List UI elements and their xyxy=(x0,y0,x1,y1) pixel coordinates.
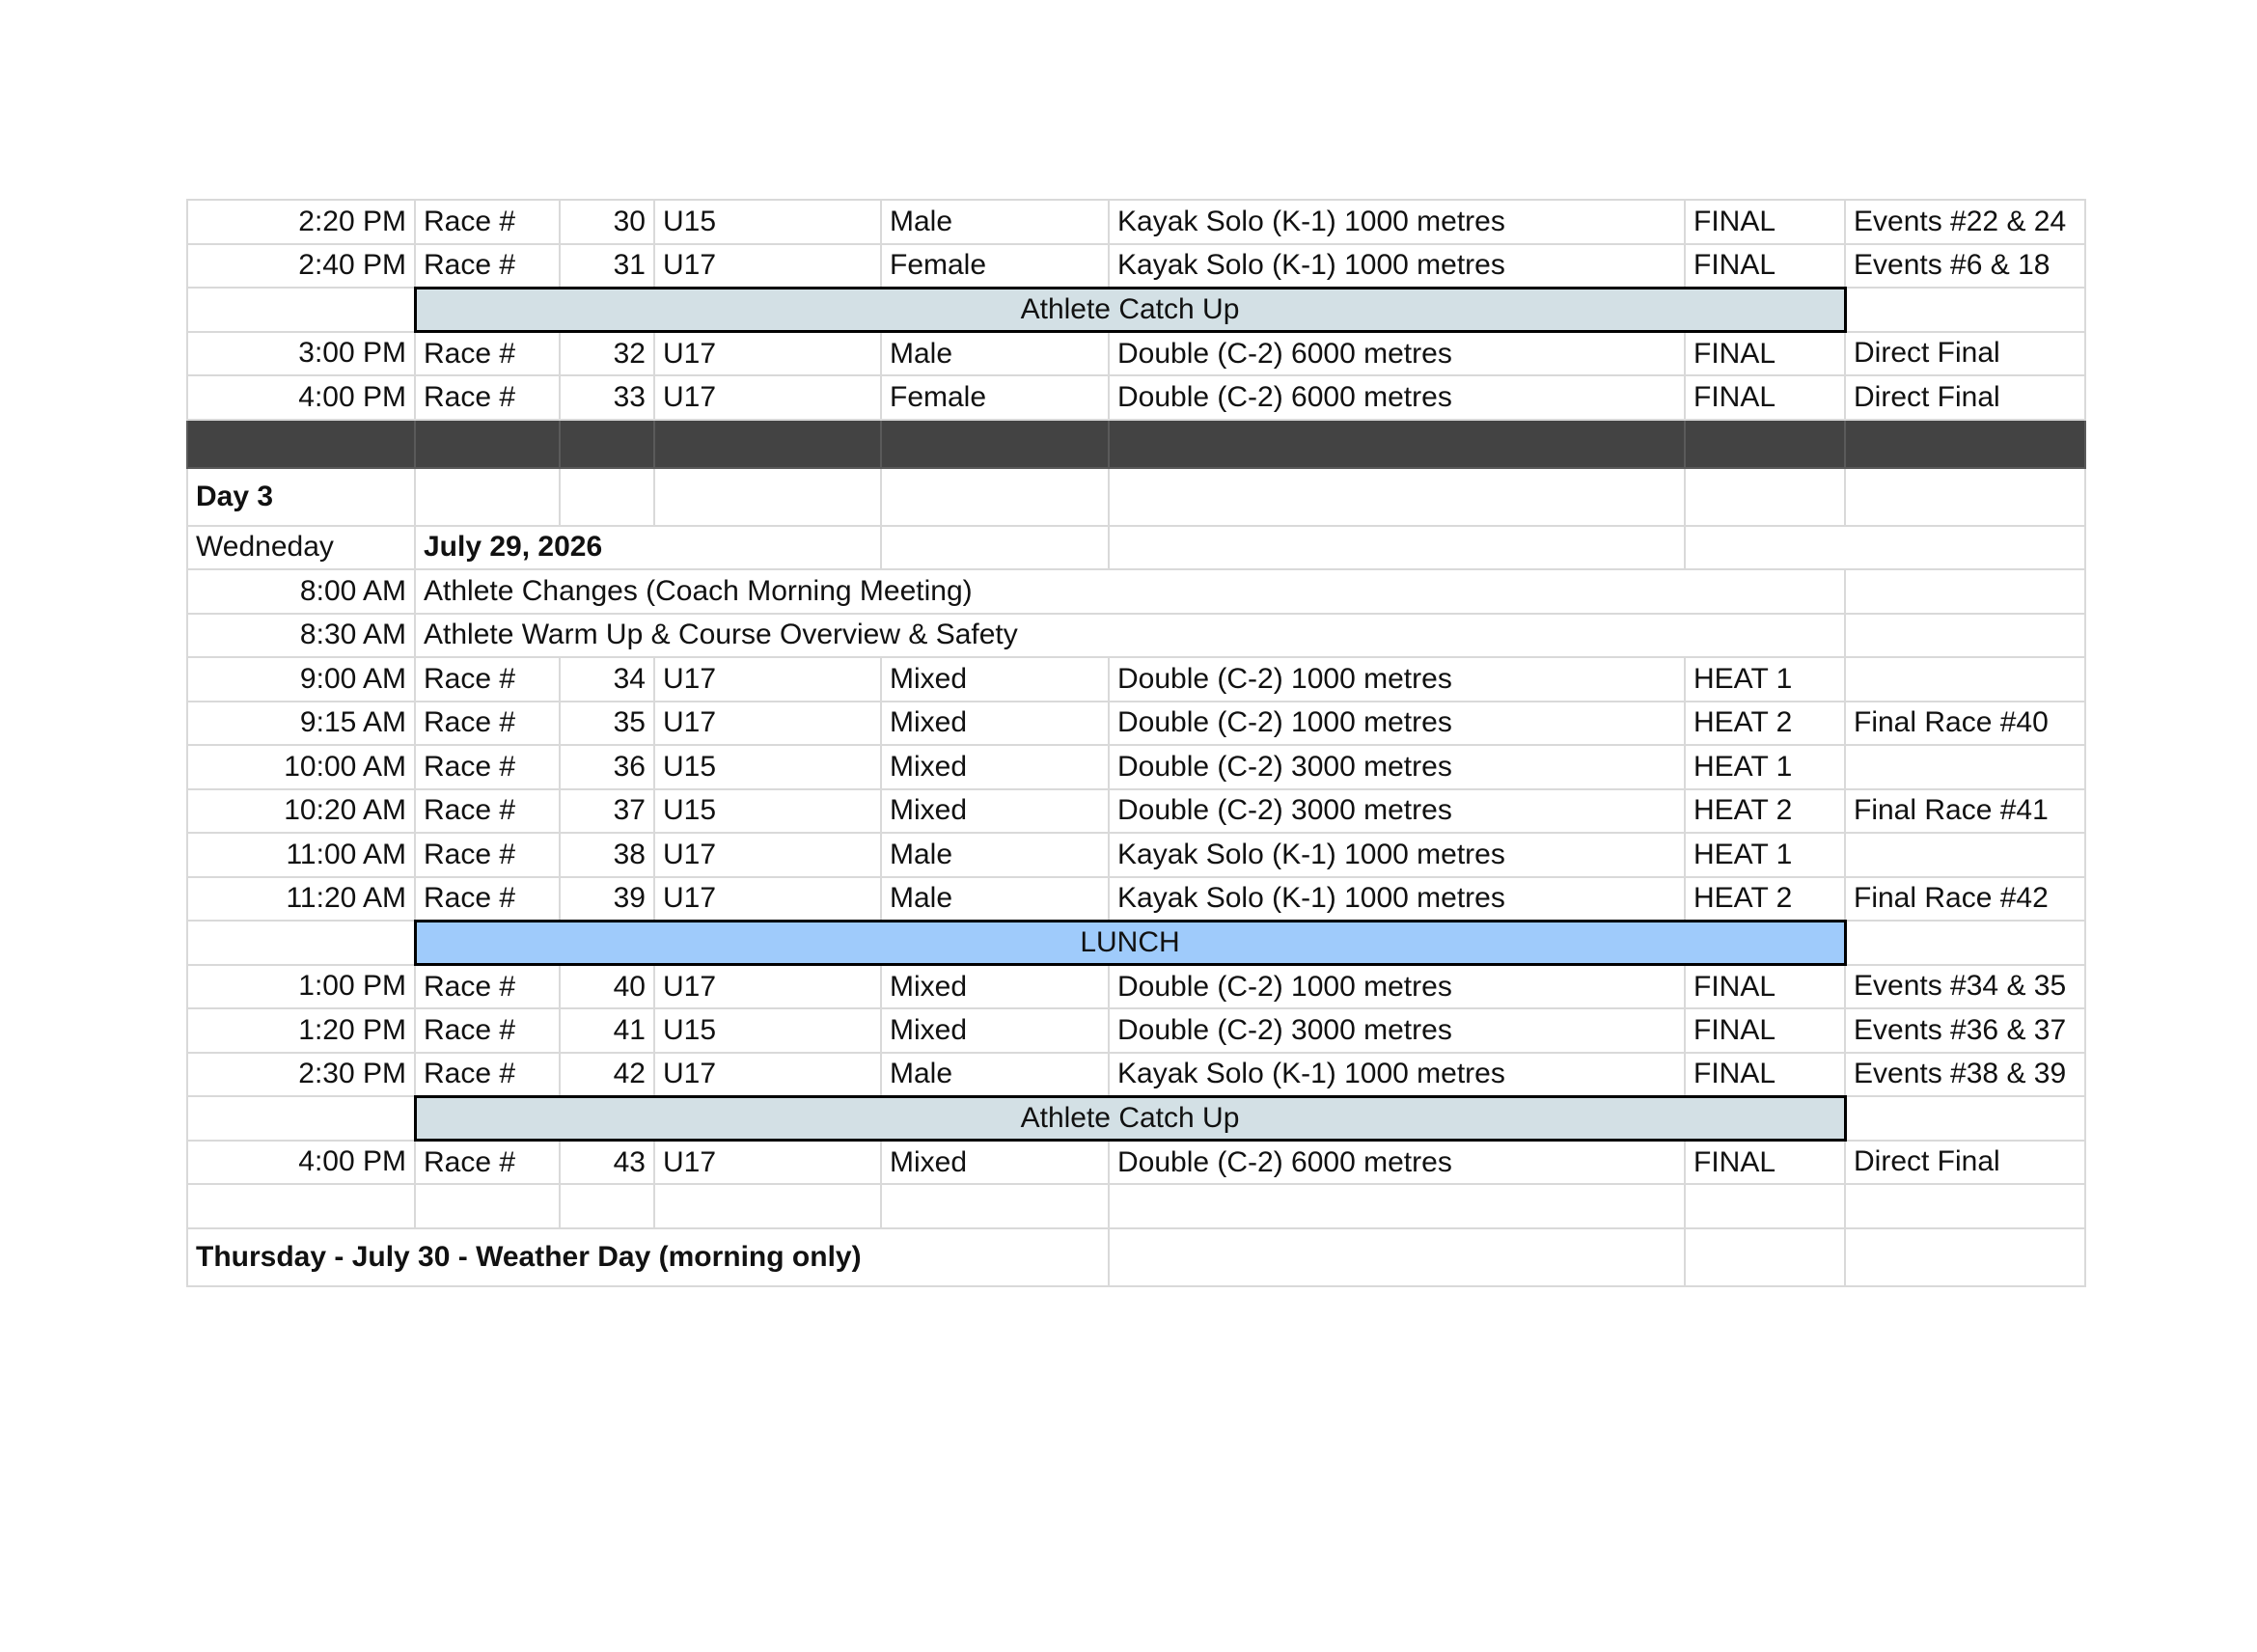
table-row xyxy=(187,789,2085,834)
age-group: U17 xyxy=(654,1141,881,1185)
empty-cell xyxy=(1845,614,2085,658)
gender: Male xyxy=(881,200,1109,244)
stage: FINAL xyxy=(1685,1053,1845,1097)
stage: HEAT 2 xyxy=(1685,702,1845,746)
separator-cell xyxy=(415,420,560,468)
empty-cell xyxy=(1109,1184,1685,1228)
stage: HEAT 1 xyxy=(1685,657,1845,702)
stage: HEAT 1 xyxy=(1685,745,1845,789)
empty-cell xyxy=(560,468,654,526)
lunch-band: LUNCH xyxy=(415,921,1845,965)
table-row xyxy=(187,745,2085,789)
weekday: Wedneday xyxy=(187,526,415,570)
activity-text: Athlete Changes (Coach Morning Meeting) xyxy=(415,569,1845,614)
age-group: U17 xyxy=(654,877,881,922)
race-label: Race # xyxy=(415,1008,560,1053)
day-title: Day 3 xyxy=(187,468,415,526)
event-name: Double (C-2) 3000 metres xyxy=(1109,745,1685,789)
table-row xyxy=(187,569,2085,614)
empty-cell xyxy=(415,1184,560,1228)
race-number: 35 xyxy=(560,702,654,746)
race-number: 30 xyxy=(560,200,654,244)
empty-cell xyxy=(1685,1228,1845,1286)
stage: FINAL xyxy=(1685,244,1845,289)
gender: Male xyxy=(881,833,1109,877)
race-note: Direct Final xyxy=(1845,375,2085,420)
schedule-body xyxy=(187,200,2085,1286)
race-note: Final Race #42 xyxy=(1845,877,2085,922)
age-group: U15 xyxy=(654,1008,881,1053)
race-time: 10:20 AM xyxy=(187,789,415,834)
stage: FINAL xyxy=(1685,1141,1845,1185)
separator-cell xyxy=(654,420,881,468)
table-row xyxy=(187,1184,2085,1228)
event-name: Kayak Solo (K-1) 1000 metres xyxy=(1109,833,1685,877)
stage: HEAT 1 xyxy=(1685,833,1845,877)
race-time: 11:20 AM xyxy=(187,877,415,922)
gender: Mixed xyxy=(881,1141,1109,1185)
table-row xyxy=(187,1228,2085,1286)
race-time: 10:00 AM xyxy=(187,745,415,789)
race-time: 4:00 PM xyxy=(187,1141,415,1185)
race-time: 1:20 PM xyxy=(187,1008,415,1053)
event-name: Kayak Solo (K-1) 1000 metres xyxy=(1109,877,1685,922)
race-number: 37 xyxy=(560,789,654,834)
gender: Mixed xyxy=(881,1008,1109,1053)
race-number: 33 xyxy=(560,375,654,420)
stage: HEAT 2 xyxy=(1685,877,1845,922)
race-time: 9:00 AM xyxy=(187,657,415,702)
empty-cell xyxy=(1845,1184,2085,1228)
separator-cell xyxy=(881,420,1109,468)
day-date: July 29, 2026 xyxy=(415,526,881,570)
event-name: Double (C-2) 3000 metres xyxy=(1109,789,1685,834)
empty-cell xyxy=(1845,1228,2085,1286)
event-name: Double (C-2) 1000 metres xyxy=(1109,965,1685,1009)
table-row xyxy=(187,200,2085,244)
age-group: U15 xyxy=(654,200,881,244)
empty-cell xyxy=(1109,468,1685,526)
empty-cell xyxy=(415,468,560,526)
table-row xyxy=(187,702,2085,746)
separator-cell xyxy=(560,420,654,468)
separator-cell xyxy=(1845,420,2085,468)
event-name: Kayak Solo (K-1) 1000 metres xyxy=(1109,244,1685,289)
age-group: U15 xyxy=(654,789,881,834)
athlete-catch-up-band: Athlete Catch Up xyxy=(415,288,1845,332)
race-note: Direct Final xyxy=(1845,332,2085,376)
race-label: Race # xyxy=(415,702,560,746)
empty-cell xyxy=(1845,468,2085,526)
separator-cell xyxy=(187,420,415,468)
age-group: U17 xyxy=(654,244,881,289)
stage: HEAT 2 xyxy=(1685,789,1845,834)
race-note: Final Race #40 xyxy=(1845,702,2085,746)
race-note xyxy=(1845,833,2085,877)
stage: FINAL xyxy=(1685,965,1845,1009)
age-group: U15 xyxy=(654,745,881,789)
empty-cell xyxy=(1845,288,2085,332)
race-label: Race # xyxy=(415,745,560,789)
race-note: Final Race #41 xyxy=(1845,789,2085,834)
empty-cell xyxy=(1685,526,2085,570)
schedule-table xyxy=(186,199,2086,1287)
event-name: Double (C-2) 1000 metres xyxy=(1109,702,1685,746)
empty-cell xyxy=(1109,526,1685,570)
table-row xyxy=(187,375,2085,420)
event-name: Kayak Solo (K-1) 1000 metres xyxy=(1109,1053,1685,1097)
table-row xyxy=(187,244,2085,289)
table-row xyxy=(187,332,2085,376)
race-label: Race # xyxy=(415,1141,560,1185)
empty-cell xyxy=(1845,1096,2085,1141)
race-time: 2:30 PM xyxy=(187,1053,415,1097)
race-label: Race # xyxy=(415,200,560,244)
race-time: 1:00 PM xyxy=(187,965,415,1009)
race-label: Race # xyxy=(415,965,560,1009)
table-row xyxy=(187,877,2085,922)
activity-time: 8:30 AM xyxy=(187,614,415,658)
race-note: Events #34 & 35 xyxy=(1845,965,2085,1009)
table-row xyxy=(187,657,2085,702)
gender: Mixed xyxy=(881,965,1109,1009)
race-number: 31 xyxy=(560,244,654,289)
race-time: 4:00 PM xyxy=(187,375,415,420)
empty-cell xyxy=(1845,569,2085,614)
empty-cell xyxy=(881,526,1109,570)
empty-cell xyxy=(187,921,415,965)
table-row xyxy=(187,833,2085,877)
race-number: 39 xyxy=(560,877,654,922)
gender: Male xyxy=(881,877,1109,922)
table-row xyxy=(187,1096,2085,1141)
stage: FINAL xyxy=(1685,375,1845,420)
table-row xyxy=(187,526,2085,570)
age-group: U17 xyxy=(654,1053,881,1097)
empty-cell xyxy=(560,1184,654,1228)
race-time: 9:15 AM xyxy=(187,702,415,746)
race-number: 43 xyxy=(560,1141,654,1185)
event-name: Double (C-2) 6000 metres xyxy=(1109,375,1685,420)
activity-time: 8:00 AM xyxy=(187,569,415,614)
empty-cell xyxy=(187,288,415,332)
race-time: 2:40 PM xyxy=(187,244,415,289)
race-label: Race # xyxy=(415,833,560,877)
empty-cell xyxy=(187,1096,415,1141)
separator-cell xyxy=(1685,420,1845,468)
age-group: U17 xyxy=(654,332,881,376)
empty-cell xyxy=(654,1184,881,1228)
race-label: Race # xyxy=(415,877,560,922)
empty-cell xyxy=(881,1184,1109,1228)
event-name: Double (C-2) 6000 metres xyxy=(1109,332,1685,376)
table-row xyxy=(187,1053,2085,1097)
table-row xyxy=(187,965,2085,1009)
gender: Male xyxy=(881,332,1109,376)
gender: Male xyxy=(881,1053,1109,1097)
gender: Female xyxy=(881,375,1109,420)
gender: Mixed xyxy=(881,789,1109,834)
empty-cell xyxy=(654,468,881,526)
empty-cell xyxy=(881,468,1109,526)
table-row xyxy=(187,1008,2085,1053)
race-note: Direct Final xyxy=(1845,1141,2085,1185)
table-row xyxy=(187,288,2085,332)
table-row xyxy=(187,614,2085,658)
race-number: 40 xyxy=(560,965,654,1009)
event-name: Double (C-2) 3000 metres xyxy=(1109,1008,1685,1053)
race-number: 36 xyxy=(560,745,654,789)
race-label: Race # xyxy=(415,375,560,420)
race-time: 11:00 AM xyxy=(187,833,415,877)
race-number: 42 xyxy=(560,1053,654,1097)
race-note: Events #38 & 39 xyxy=(1845,1053,2085,1097)
stage: FINAL xyxy=(1685,332,1845,376)
race-note xyxy=(1845,657,2085,702)
activity-text: Athlete Warm Up & Course Overview & Safety xyxy=(415,614,1845,658)
gender: Mixed xyxy=(881,657,1109,702)
race-time: 2:20 PM xyxy=(187,200,415,244)
age-group: U17 xyxy=(654,833,881,877)
event-name: Double (C-2) 6000 metres xyxy=(1109,1141,1685,1185)
gender: Female xyxy=(881,244,1109,289)
stage: FINAL xyxy=(1685,200,1845,244)
age-group: U17 xyxy=(654,702,881,746)
race-label: Race # xyxy=(415,332,560,376)
race-label: Race # xyxy=(415,244,560,289)
empty-cell xyxy=(1109,1228,1685,1286)
age-group: U17 xyxy=(654,657,881,702)
empty-cell xyxy=(1685,1184,1845,1228)
race-number: 32 xyxy=(560,332,654,376)
table-row xyxy=(187,420,2085,468)
race-label: Race # xyxy=(415,789,560,834)
race-note: Events #6 & 18 xyxy=(1845,244,2085,289)
empty-cell xyxy=(1845,921,2085,965)
weather-day-title: Thursday - July 30 - Weather Day (morning only) xyxy=(187,1228,1109,1286)
race-note: Events #36 & 37 xyxy=(1845,1008,2085,1053)
gender: Mixed xyxy=(881,745,1109,789)
event-name: Double (C-2) 1000 metres xyxy=(1109,657,1685,702)
table-row xyxy=(187,1141,2085,1185)
race-note xyxy=(1845,745,2085,789)
race-label: Race # xyxy=(415,1053,560,1097)
race-number: 38 xyxy=(560,833,654,877)
race-time: 3:00 PM xyxy=(187,332,415,376)
gender: Mixed xyxy=(881,702,1109,746)
age-group: U17 xyxy=(654,965,881,1009)
separator-cell xyxy=(1109,420,1685,468)
athlete-catch-up-band: Athlete Catch Up xyxy=(415,1096,1845,1141)
age-group: U17 xyxy=(654,375,881,420)
race-label: Race # xyxy=(415,657,560,702)
race-number: 41 xyxy=(560,1008,654,1053)
race-number: 34 xyxy=(560,657,654,702)
event-name: Kayak Solo (K-1) 1000 metres xyxy=(1109,200,1685,244)
table-row xyxy=(187,468,2085,526)
empty-cell xyxy=(187,1184,415,1228)
stage: FINAL xyxy=(1685,1008,1845,1053)
empty-cell xyxy=(1685,468,1845,526)
race-note: Events #22 & 24 xyxy=(1845,200,2085,244)
table-row xyxy=(187,921,2085,965)
